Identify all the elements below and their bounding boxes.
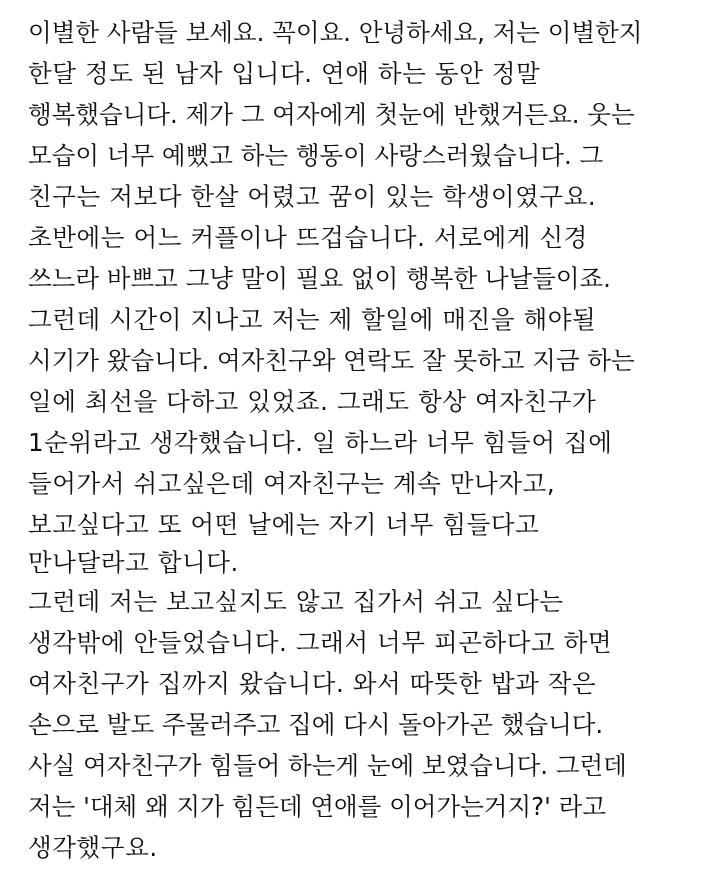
text-line: 친구는 저보다 한살 어렸고 꿈이 있는 학생이였구요. [28, 182, 597, 211]
text-line: 모습이 너무 예뻤고 하는 행동이 사랑스러웠습니다. 그 [28, 141, 604, 170]
text-line: 여자친구가 집까지 왔습니다. 와서 따뜻한 밥과 작은 [28, 669, 597, 698]
text-line: 생각했구요. [28, 833, 158, 862]
text-line: 보고싶다고 또 어떤 날에는 자기 너무 힘들다고 [28, 510, 540, 539]
text-line: 행복했습니다. 제가 그 여자에게 첫눈에 반했거든요. 웃는 [28, 100, 635, 129]
text-line: 사실 여자친구가 힘들어 하는게 눈에 보였습니다. 그런데 [28, 751, 627, 780]
text-line: 시기가 왔습니다. 여자친구와 연락도 잘 못하고 지금 하는 [28, 346, 635, 375]
text-line: 만나달라고 합니다. [28, 548, 239, 577]
text-line: 1순위라고 생각했습니다. 일 하느라 너무 힘들어 집에 [28, 428, 613, 457]
text-line: 생각밖에 안들었습니다. 그래서 너무 피곤하다고 하면 [28, 628, 613, 657]
text-line: 손으로 발도 주물러주고 집에 다시 돌아가곤 했습니다. [28, 710, 604, 739]
text-line: 저는 '대체 왜 지가 힘든데 연애를 이어가는거지?' 라고 [28, 792, 606, 821]
text-line: 그런데 시간이 지나고 저는 제 할일에 매진을 해야될 [28, 305, 597, 334]
text-line: 초반에는 어느 커플이나 뜨겁습니다. 서로에게 신경 [28, 223, 588, 252]
text-line: 이별한 사람들 보세요. 꼭이요. 안녕하세요, 저는 이별한지 [28, 18, 643, 47]
text-line: 그런데 저는 보고싶지도 않고 집가서 쉬고 싶다는 [28, 587, 564, 616]
text-line: 한달 정도 된 남자 입니다. 연애 하는 동안 정말 [28, 59, 541, 88]
text-line: 일에 최선을 다하고 있었죠. 그래도 항상 여자친구가 [28, 387, 597, 416]
text-line: 쓰느라 바쁘고 그냥 말이 필요 없이 행복한 나날들이죠. [28, 264, 611, 293]
text-line: 들어가서 쉬고싶은데 여자친구는 계속 만나자고, [28, 469, 556, 498]
